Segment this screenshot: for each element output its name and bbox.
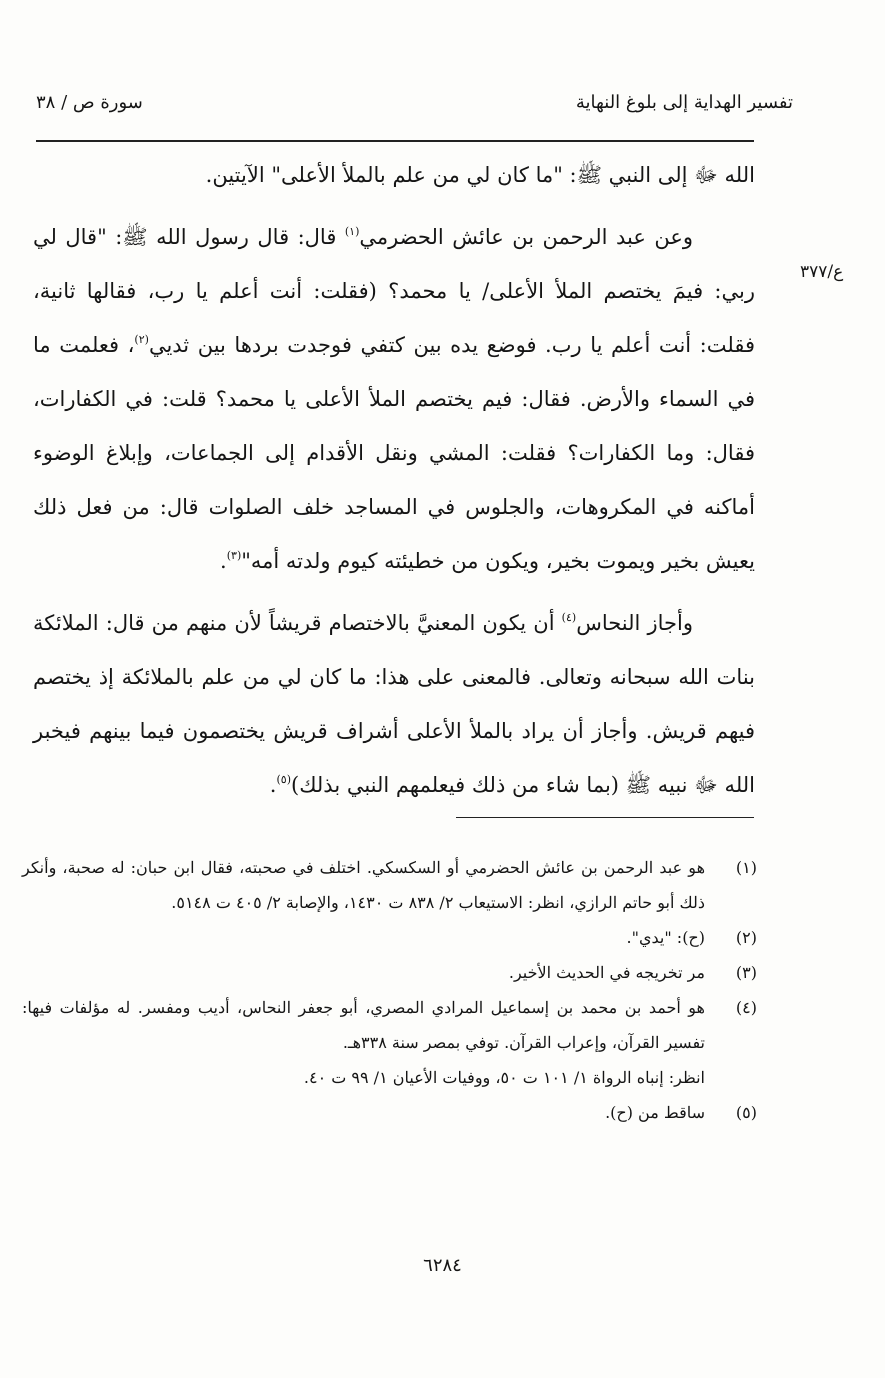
footnotes-section	[22, 850, 757, 1130]
footnote-item	[22, 850, 757, 920]
footnote-number: (٢)	[735, 928, 757, 947]
footnote-text: هو أحمد بن محمد بن إسماعيل المرادي المصري، أبو جعفر النحاس، أديب ومفسر. له مؤلفات فيها: تفسير القرآن، وإعراب القرآن. توفي بمصر سنة ٣٣٨هـ.	[22, 998, 705, 1052]
paragraph-nahhas	[33, 596, 755, 812]
footnote-divider	[456, 817, 754, 818]
footnote-item	[22, 955, 757, 990]
footnote-reference-5[interactable]: (٥)	[276, 773, 291, 786]
paragraph-text: الله ﷻ إلى النبي ﷺ: "ما كان لي من علم بالملأ الأعلى" الآيتين.	[205, 163, 755, 187]
paragraph-text: وعن عبد الرحمن بن عائش الحضرمي	[359, 225, 693, 249]
paragraph-text: .	[269, 773, 277, 797]
footnote-text: هو عبد الرحمن بن عائش الحضرمي أو السكسكي. اختلف في صحبته، فقال ابن حبان: له صحبة، وأنكر ذلك أبو حاتم الرازي، انظر: الاستيعاب ٢/ ٨٣٨ ت ١٤٣٠، والإصابة ٢/ ٤٠٥ ت ٥١٤٨.	[22, 858, 705, 912]
paragraph-text: وأجاز النحاس	[576, 611, 693, 635]
paragraph-text: قال: قال رسول الله ﷺ: "قال لي ربي: فيمَ يختصم الملأ الأعلى/ يا محمد؟ (فقلت: أنت أعلم يا رب، فقالها ثانية، فقلت: أنت أعلم يا رب. فوضع يده بين كتفي فوجدت بردها بين ثديي	[33, 225, 755, 357]
footnote-number: (٣)	[735, 963, 757, 982]
main-text-body	[33, 148, 755, 820]
running-header-surah: سورة ص / ٣٨	[36, 92, 143, 113]
running-header-book-title: تفسير الهداية إلى بلوغ النهاية	[575, 92, 793, 113]
footnote-reference-3[interactable]: (٣)	[226, 549, 242, 562]
footnote-number: (٥)	[735, 1103, 757, 1122]
page-number: ٦٢٨٤	[423, 1255, 462, 1276]
footnote-sources: انظر: إنباه الرواة ١/ ١٠١ ت ٥٠، ووفيات الأعيان ١/ ٩٩ ت ٤٠.	[303, 1068, 705, 1087]
paragraph-continuation	[33, 148, 755, 202]
header-divider	[36, 140, 754, 142]
margin-manuscript-note: ع/٣٧٧	[800, 262, 844, 282]
footnote-item	[22, 990, 757, 1095]
footnote-number: (٤)	[735, 998, 757, 1017]
footnote-reference-1[interactable]: (١)	[344, 225, 360, 238]
footnote-item	[22, 920, 757, 955]
paragraph-text: .	[220, 549, 227, 573]
footnote-text: ساقط من (ح).	[605, 1103, 705, 1122]
paragraph-hadith	[33, 210, 755, 588]
paragraph-text: أن يكون المعنيَّ بالاختصام قريشاً لأن منهم من قال: الملائكة بنات الله سبحانه وتعالى. فالمعنى على هذا: ما كان لي من علم بالملائكة إذ يختصم فيهم قريش. وأجاز أن يراد بالملأ الأعلى أشراف قريش يختصمون فيما بينهم فيخبر الله ﷻ نبيه ﷺ (بما شاء من ذلك فيعلمهم النبي بذلك)	[33, 611, 755, 797]
footnote-reference-4[interactable]: (٤)	[561, 611, 577, 624]
footnote-text: مر تخريجه في الحديث الأخير.	[508, 963, 705, 982]
footnote-text: (ح): "يدي".	[626, 928, 705, 947]
footnote-reference-2[interactable]: (٢)	[134, 333, 149, 346]
footnote-number: (١)	[735, 858, 757, 877]
paragraph-text: ، فعلمت ما في السماء والأرض. فقال: فيم يختصم الملأ الأعلى يا محمد؟ قلت: في الكفارات، فقال: وما الكفارات؟ فقلت: المشي ونقل الأقدام إلى الجماعات، وإبلاغ الوضوء أماكنه في المكروهات، والجلوس في المساجد خلف الصلوات قال: من فعل ذلك يعيش بخير ويموت بخير، ويكون من خطيئته كيوم ولدته أمه"	[33, 333, 755, 573]
footnote-item	[22, 1095, 757, 1130]
